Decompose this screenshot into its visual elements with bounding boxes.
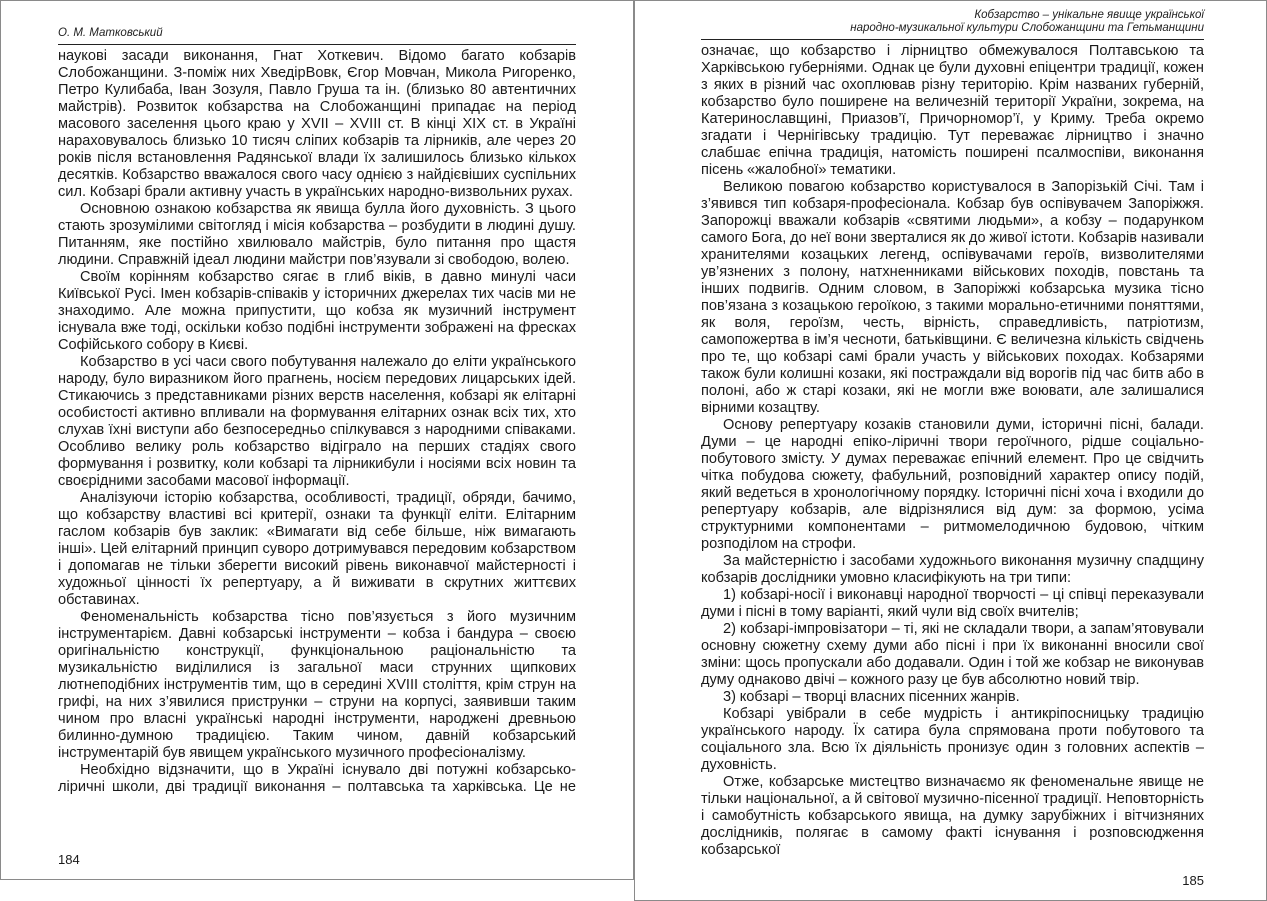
list-item: 2) кобзарі-імпровізатори – ті, які не складали твори, а запам’ятовували основну сюжетну схему думи або пісні і при їх виконанні вносили свої зміни: щось пропускали або додавали. Один і той же кобзар не виконував думу однаково двічі – кожного разу це був абсолютно новий твір. — [701, 621, 1204, 688]
paragraph: Своїм корінням кобзарство сягає в глиб віків, в давно минулі часи Київської Русі. Імен кобзарів-співаків у історичних джерелах тих часів ми не знаходимо. Але можна припустити, що кобза як музичний інструмент існувала вже тоді, оскільки кобзо подібні інструменти зображені на фресках Софійського собору в Києві. — [58, 269, 576, 353]
paragraph: Кобзарі увібрали в себе мудрість і антикріпосницьку традицію українського народу. Їх сатира була спрямована проти побутового та соціального зла. Всю їх діяльність пронизує один з головних аспектів – духовність. — [701, 706, 1204, 773]
running-head-title — [701, 9, 1204, 35]
paragraph: Основу репертуару козаків становили думи, історичні пісні, балади. Думи – це народні епіко-ліричні твори героїчного, рідше соціально-побутового змісту. У думах переважає епічний елемент. Про це свідчить чітка побудова сюжету, фабульний, розповідний характер опису подій, який ведеться в хронологічному порядку. Історичні пісні хоча і входили до репертуару кобзарів, але відрізнялися від дум: за формою, усіма структурними компонентами – ритмомелодичною будовою, чітким розподілом на строфи. — [701, 417, 1204, 552]
page-number: 184 — [58, 852, 80, 867]
paragraph: Необхідно відзначити, що в Україні існувало дві потужні кобзарсько-ліричні школи, дві традиції виконання – полтавська та харківська. Це не — [58, 762, 576, 795]
paragraph: За майстерністю і засобами художнього виконання музичну спадщину кобзарів дослідники умовно класифікують на три типи: — [701, 553, 1204, 586]
paragraph: Аналізуючи історію кобзарства, особливості, традиції, обряди, бачимо, що кобзарству властиві всі критерії, ознаки та функції еліти. Елітарним гаслом кобзарів був заклик: «Вимагати від себе більше, ніж вимагають інші». Цей елітарний принцип суворо дотримувався передовим кобзарством і допомагав не тільки зберегти високий рівень виконавчої майстерності і художньої цінності їх репертуару, а й виживати в скрутних життєвих обставинах. — [58, 490, 576, 608]
paragraph: наукові засади виконання, Гнат Хоткевич. Відомо багато кобзарів Слобожанщини. З-поміж них ХведірВовк, Єгор Мовчан, Микола Ригоренко, Петро Кулибаба, Іван Зозуля, Павло Груша та ін. (близько 80 автентичних майстрів). Розвиток кобзарства на Слобожанщині припадає на період масового заселення цього краю у XVII – XVIII ст. В кінці XIX ст. в Україні нараховувалось близько 10 тисяч сліпих кобзарів та лірників, але через 20 років після встановлення Радянської влади їх залишилось близько кількох десятків. Кобзарство вважалося свого часу однією з найдієвіших суспільних сил. Кобзарі брали активну участь в українських народно-визвольних рухах. — [58, 48, 576, 200]
paragraph: Великою повагою кобзарство користувалося в Запорізькій Січі. Там і з’явився тип кобзаря-професіонала. Кобзар був оспівувачем Запоріжжя. Запорожці вважали кобзарів «святими людьми», а кобзу – подарунком самого Бога, до неї вони зверталися як до живої істоти. Кобзарів називали хранителями козацьких легенд, оспівувачами героїв, визволителями ув’язнених з полону, натхненниками військових походів, повстань та інших подвигів. Одним словом, в Запоріжжі кобзарська музика тісно пов’язана з козацькою героїкою, з такими морально-етичними поняттями, як воля, героїзм, честь, вірність, справедливість, патріотизм, самопожертва в ім’я чесноти, батьківщини. Є величезна кількість свідчень про те, що кобзарі самі брали участь у військових походах. Кобзарями також були колишні козаки, які постраждали від ворогів під час битв або в полоні, або ж старі козаки, які не могли вже воювати, але залишалися вірними козацтву. — [701, 179, 1204, 416]
paragraph: Феноменальність кобзарства тісно пов’язується з його музичним інструментарієм. Давні кобзарські інструменти – кобза і бандура – своєю оригінальністю конструкції, функціональною раціональністю та музикальністю виділилися із загальної маси струнних щипкових лютнеподібних інструментів тим, що в середині XVIII століття, крім струн на грифі, на них з’явилися приструнки – струни на корпусі, заявивши таким чином про власні українські народні інструменти, народжені древньою билинно-думною традицією. Таким чином, давній кобзарський інструментарій був явищем українського музичного професіоналізму. — [58, 609, 576, 761]
running-head-line: народно-музикальної культури Слобожанщини та Гетьманщини — [850, 22, 1204, 34]
list-item: 3) кобзарі – творці власних пісенних жанрів. — [723, 689, 1020, 705]
running-head-author: О. М. Матковський — [58, 27, 163, 39]
left-page — [0, 0, 634, 880]
left-page-body — [58, 48, 576, 796]
header-rule — [701, 39, 1204, 40]
page-number: 185 — [1182, 873, 1204, 888]
paragraph: Основною ознакою кобзарства як явища булла його духовність. З цього стають зрозумілими світогляд і місія кобзарства – розбудити в людині душу. Питанням, яке постійно хвилювало майстрів, було питання про щастя людини. Справжній ідеал людини майстри пов’язували зі свободою, волею. — [58, 201, 576, 268]
right-page — [634, 0, 1267, 901]
right-page-body — [701, 43, 1204, 859]
paragraph: Кобзарство в усі часи свого побутування належало до еліти українського народу, було виразником його прагнень, носієм передових лицарських ідей. Стикаючись з представниками різних верств населення, кобзарі як елітарні особистості активно впливали на формування елітарних ознак всіх тих, хто слухав їхні виступи або безпосередньо спілкувався з народними співаками. Особливо велику роль кобзарство відіграло на перших стадіях свого формування і розвитку, коли кобзарі та лірникибули і носіями всіх новин та своєрідними засобами масової інформації. — [58, 354, 576, 489]
paragraph: Отже, кобзарське мистецтво визначаємо як феноменальне явище не тільки національної, а й світової музично-пісенної традиції. Неповторність і самобутність кобзарського явища, на думку зарубіжних і вітчизняних дослідників, полягає в самому факті існування і розповсюдження кобзарської — [701, 774, 1204, 858]
paragraph: означає, що кобзарство і лірництво обмежувалося Полтавською та Харківською губерніями. Однак це були духовні епіцентри традиції, кожен з яких в різний час охоплював різну територію. Крім названих губерній, кобзарство було поширене на величезній території України, зокрема, на Катеринославщині, Приазов’ї, Причорномор’ї, у Криму. Треба окремо згадати і Чернігівську традицію. Тут переважає лірництво і значно слабшає епічна традиція, натомість поширені псалмоспіви, виконання пісень «жалобної» тематики. — [701, 43, 1204, 178]
list-item: 1) кобзарі-носії і виконавці народної творчості – ці співці переказували думи і пісні в тому варіанті, який чули від своїх вчителів; — [701, 587, 1204, 620]
running-head-line: Кобзарство – унікальне явище української — [974, 9, 1204, 21]
header-rule — [58, 44, 576, 45]
